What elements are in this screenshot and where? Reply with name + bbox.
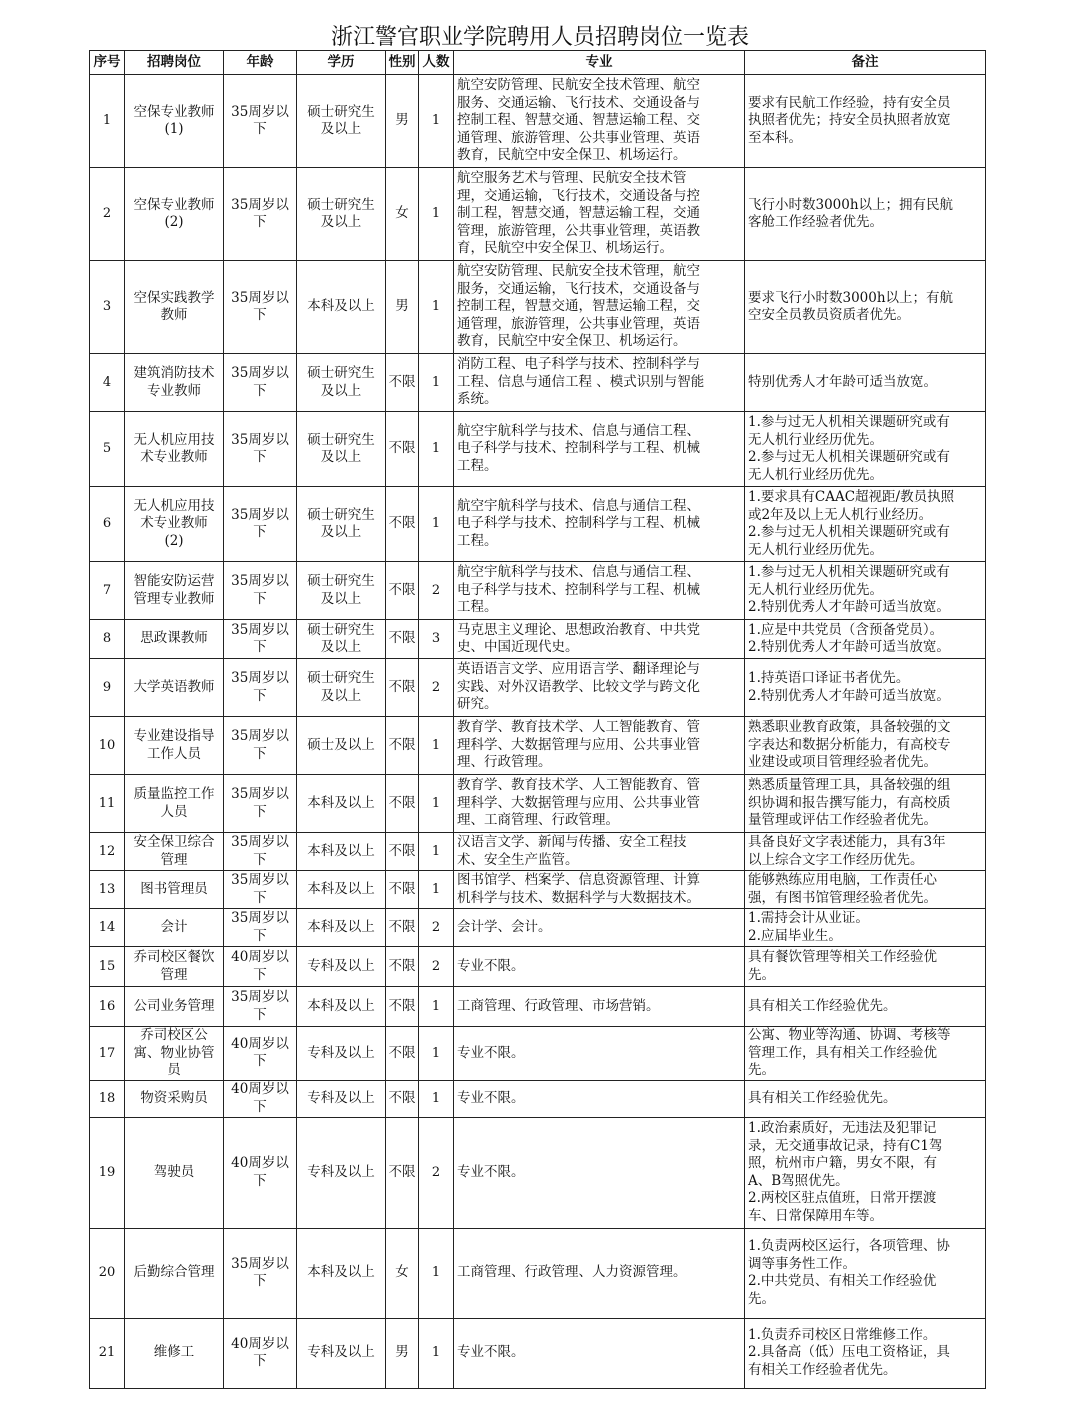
gender-cell: 不限 [386,1117,419,1228]
major-cell: 教育学、教育技术学、人工智能教育、管 理科学、大数据管理与应用、公共事业管 理、行政管理。 [454,717,745,775]
position-cell: 维修工 [125,1318,224,1388]
position-cell: 思政课教师 [125,620,224,659]
note-cell: 能够熟练应用电脑，工作责任心 强，有图书馆管理经验者优先。 [745,871,986,909]
row-number: 10 [90,717,125,775]
age-cell: 40周岁以 下 [224,1027,297,1081]
gender-cell: 不限 [386,717,419,775]
count-cell: 1 [419,833,454,871]
age-cell: 40周岁以 下 [224,947,297,987]
age-cell: 35周岁以 下 [224,909,297,947]
gender-cell: 不限 [386,659,419,717]
count-cell: 2 [419,947,454,987]
note-cell: 特别优秀人才年龄可适当放宽。 [745,354,986,412]
major-cell: 专业不限。 [454,1318,745,1388]
gender-cell: 不限 [386,487,419,562]
table-row [90,1318,986,1388]
gender-cell: 不限 [386,909,419,947]
gender-cell: 不限 [386,775,419,833]
note-cell: 1.持英语口译证书者优先。 2.特别优秀人才年龄可适当放宽。 [745,659,986,717]
position-cell: 图书管理员 [125,871,224,909]
note-cell: 飞行小时数3000h以上；拥有民航 客舱工作经验者优先。 [745,168,986,261]
note-cell: 1.参与过无人机相关课题研究或有 无人机行业经历优先。 2.特别优秀人才年龄可适当放宽。 [745,562,986,620]
position-cell: 会计 [125,909,224,947]
position-cell: 乔司校区公 寓、物业协管 员 [125,1027,224,1081]
count-cell: 1 [419,354,454,412]
row-number: 14 [90,909,125,947]
table-row [90,1228,986,1318]
gender-cell: 男 [386,1318,419,1388]
row-number: 3 [90,261,125,354]
row-number: 19 [90,1117,125,1228]
note-cell: 公寓、物业等沟通、协调、考核等 管理工作，具有相关工作经验优 先。 [745,1027,986,1081]
header-gender: 性别 [386,51,419,75]
note-cell: 1.要求具有CAAC超视距/教员执照 或2年及以上无人机行业经历。 2.参与过无人机相关课题研究或有 无人机行业经历优先。 [745,487,986,562]
age-cell: 35周岁以 下 [224,412,297,487]
table-row [90,562,986,620]
age-cell: 40周岁以 下 [224,1117,297,1228]
gender-cell: 不限 [386,620,419,659]
age-cell: 35周岁以 下 [224,354,297,412]
education-cell: 硕士研究生 及以上 [297,562,386,620]
position-cell: 专业建设指导 工作人员 [125,717,224,775]
count-cell: 1 [419,487,454,562]
note-cell: 1.政治素质好，无违法及犯罪记 录，无交通事故记录，持有C1驾 照，杭州市户籍，男女不限，有 A、B驾照优先。 2.两校区驻点值班，日常开摆渡 车、日常保障用车等。 [745,1117,986,1228]
position-cell: 驾驶员 [125,1117,224,1228]
major-cell: 马克思主义理论、思想政治教育、中共党 史、中国近现代史。 [454,620,745,659]
age-cell: 35周岁以 下 [224,1228,297,1318]
table-row [90,833,986,871]
count-cell: 3 [419,620,454,659]
note-cell: 1.负责乔司校区日常维修工作。 2.具备高（低）压电工资格证，具 有相关工作经验者优先。 [745,1318,986,1388]
age-cell: 40周岁以 下 [224,1080,297,1117]
gender-cell: 不限 [386,947,419,987]
note-cell: 熟悉职业教育政策，具备较强的文 字表达和数据分析能力，有高校专 业建设或项目管理经验者优先。 [745,717,986,775]
note-cell: 1.应是中共党员（含预备党员）。 2.特别优秀人才年龄可适当放宽。 [745,620,986,659]
note-cell: 1.参与过无人机相关课题研究或有 无人机行业经历优先。 2.参与过无人机相关课题研究或有 无人机行业经历优先。 [745,412,986,487]
position-cell: 大学英语教师 [125,659,224,717]
gender-cell: 不限 [386,1027,419,1081]
table-row [90,354,986,412]
row-number: 2 [90,168,125,261]
major-cell: 专业不限。 [454,1080,745,1117]
table-row [90,871,986,909]
major-cell: 会计学、会计。 [454,909,745,947]
education-cell: 专科及以上 [297,1318,386,1388]
major-cell: 专业不限。 [454,1117,745,1228]
position-cell: 公司业务管理 [125,987,224,1027]
major-cell: 专业不限。 [454,947,745,987]
gender-cell: 不限 [386,987,419,1027]
row-number: 15 [90,947,125,987]
position-cell: 无人机应用技 术专业教师 (2) [125,487,224,562]
count-cell: 1 [419,775,454,833]
gender-cell: 不限 [386,412,419,487]
education-cell: 硕士及以上 [297,717,386,775]
table-row [90,412,986,487]
position-cell: 空保专业教师 (2) [125,168,224,261]
row-number: 20 [90,1228,125,1318]
gender-cell: 不限 [386,562,419,620]
position-cell: 安全保卫综合 管理 [125,833,224,871]
count-cell: 2 [419,909,454,947]
age-cell: 35周岁以 下 [224,987,297,1027]
table-row [90,1080,986,1117]
table-row [90,620,986,659]
count-cell: 1 [419,1080,454,1117]
note-cell: 熟悉质量管理工具，具备较强的组 织协调和报告撰写能力，有高校质 量管理或评估工作经验者优先。 [745,775,986,833]
age-cell: 35周岁以 下 [224,871,297,909]
table-row [90,947,986,987]
note-cell: 1.需持会计从业证。 2.应届毕业生。 [745,909,986,947]
note-cell: 具备良好文字表述能力，具有3年 以上综合文字工作经历优先。 [745,833,986,871]
gender-cell: 不限 [386,871,419,909]
position-cell: 质量监控工作 人员 [125,775,224,833]
count-cell: 1 [419,1318,454,1388]
major-cell: 航空宇航科学与技术、信息与通信工程、 电子科学与技术、控制科学与工程、机械 工程。 [454,487,745,562]
row-number: 1 [90,75,125,168]
education-cell: 本科及以上 [297,261,386,354]
header-row [90,51,986,75]
age-cell: 35周岁以 下 [224,620,297,659]
major-cell: 航空安防管理、民航安全技术管理，航空 服务，交通运输，飞行技术，交通设备与 控制工程，智慧交通，智慧运输工程，交 通管理，旅游管理，公共事业管理，英语 教育，民航空中安全保卫、机场运行。 [454,261,745,354]
header-major: 专业 [454,51,745,75]
table-row [90,1117,986,1228]
age-cell: 35周岁以 下 [224,75,297,168]
education-cell: 本科及以上 [297,909,386,947]
age-cell: 35周岁以 下 [224,717,297,775]
recruitment-table [89,50,986,1389]
education-cell: 硕士研究生 及以上 [297,487,386,562]
education-cell: 本科及以上 [297,871,386,909]
note-cell: 具有餐饮管理等相关工作经验优 先。 [745,947,986,987]
position-cell: 无人机应用技 术专业教师 [125,412,224,487]
major-cell: 消防工程、电子科学与技术、控制科学与 工程、信息与通信工程 、模式识别与智能 系统。 [454,354,745,412]
major-cell: 工商管理、行政管理、人力资源管理。 [454,1228,745,1318]
gender-cell: 男 [386,75,419,168]
table-row [90,717,986,775]
age-cell: 35周岁以 下 [224,168,297,261]
header-position: 招聘岗位 [125,51,224,75]
count-cell: 1 [419,168,454,261]
page-title: 浙江警官职业学院聘用人员招聘岗位一览表 [330,25,749,50]
gender-cell: 男 [386,261,419,354]
table-row [90,987,986,1027]
major-cell: 航空宇航科学与技术、信息与通信工程、 电子科学与技术、控制科学与工程、机械 工程。 [454,412,745,487]
row-number: 18 [90,1080,125,1117]
header-no: 序号 [90,51,125,75]
education-cell: 硕士研究生 及以上 [297,659,386,717]
note-cell: 1.负责两校区运行，各项管理、协 调等事务性工作。 2.中共党员、有相关工作经验优 先。 [745,1228,986,1318]
gender-cell: 不限 [386,354,419,412]
count-cell: 1 [419,75,454,168]
row-number: 11 [90,775,125,833]
age-cell: 35周岁以 下 [224,562,297,620]
header-count: 人数 [419,51,454,75]
major-cell: 图书馆学、档案学、信息资源管理、计算 机科学与技术、数据科学与大数据技术。 [454,871,745,909]
education-cell: 硕士研究生 及以上 [297,354,386,412]
table-row [90,775,986,833]
position-cell: 后勤综合管理 [125,1228,224,1318]
count-cell: 2 [419,1117,454,1228]
education-cell: 专科及以上 [297,947,386,987]
row-number: 9 [90,659,125,717]
age-cell: 40周岁以 下 [224,1318,297,1388]
row-number: 21 [90,1318,125,1388]
education-cell: 本科及以上 [297,1228,386,1318]
note-cell: 要求飞行小时数3000h以上；有航 空安全员教员资质者优先。 [745,261,986,354]
table-row [90,168,986,261]
header-note: 备注 [745,51,986,75]
major-cell: 教育学、教育技术学、人工智能教育、管 理科学、大数据管理与应用、公共事业管 理、工商管理、行政管理。 [454,775,745,833]
header-education: 学历 [297,51,386,75]
position-cell: 空保实践教学 教师 [125,261,224,354]
gender-cell: 不限 [386,833,419,871]
count-cell: 1 [419,717,454,775]
education-cell: 本科及以上 [297,775,386,833]
table-row [90,909,986,947]
position-cell: 智能安防运营 管理专业教师 [125,562,224,620]
age-cell: 35周岁以 下 [224,261,297,354]
table-row [90,659,986,717]
position-cell: 建筑消防技术 专业教师 [125,354,224,412]
note-cell: 要求有民航工作经验，持有安全员 执照者优先；持安全员执照者放宽 至本科。 [745,75,986,168]
row-number: 8 [90,620,125,659]
education-cell: 硕士研究生 及以上 [297,168,386,261]
major-cell: 航空安防管理、民航安全技术管理、航空 服务、交通运输、飞行技术、交通设备与 控制工程、智慧交通、智慧运输工程、交 通管理、旅游管理、公共事业管理、英语 教育，民航空中安全保卫、机场运行。 [454,75,745,168]
count-cell: 1 [419,412,454,487]
row-number: 4 [90,354,125,412]
age-cell: 35周岁以 下 [224,833,297,871]
education-cell: 本科及以上 [297,987,386,1027]
count-cell: 1 [419,871,454,909]
table-row [90,75,986,168]
note-cell: 具有相关工作经验优先。 [745,1080,986,1117]
major-cell: 汉语言文学、新闻与传播、安全工程技 术、安全生产监管。 [454,833,745,871]
major-cell: 航空宇航科学与技术、信息与通信工程、 电子科学与技术、控制科学与工程、机械 工程。 [454,562,745,620]
count-cell: 2 [419,659,454,717]
row-number: 13 [90,871,125,909]
education-cell: 硕士研究生 及以上 [297,75,386,168]
count-cell: 1 [419,1027,454,1081]
education-cell: 本科及以上 [297,833,386,871]
count-cell: 2 [419,562,454,620]
table-row [90,487,986,562]
row-number: 16 [90,987,125,1027]
position-cell: 空保专业教师 (1) [125,75,224,168]
gender-cell: 女 [386,168,419,261]
table-row [90,1027,986,1081]
table-row [90,261,986,354]
major-cell: 英语语言文学、应用语言学、翻译理论与 实践、对外汉语教学、比较文学与跨文化 研究。 [454,659,745,717]
count-cell: 1 [419,1228,454,1318]
row-number: 6 [90,487,125,562]
education-cell: 硕士研究生 及以上 [297,620,386,659]
gender-cell: 不限 [386,1080,419,1117]
age-cell: 35周岁以 下 [224,659,297,717]
count-cell: 1 [419,261,454,354]
age-cell: 35周岁以 下 [224,775,297,833]
row-number: 5 [90,412,125,487]
row-number: 17 [90,1027,125,1081]
education-cell: 硕士研究生 及以上 [297,412,386,487]
gender-cell: 女 [386,1228,419,1318]
major-cell: 航空服务艺术与管理、民航安全技术管 理，交通运输，飞行技术，交通设备与控 制工程，智慧交通，智慧运输工程，交通 管理，旅游管理，公共事业管理，英语教 育，民航空中安全保卫、机场运行。 [454,168,745,261]
position-cell: 物资采购员 [125,1080,224,1117]
age-cell: 35周岁以 下 [224,487,297,562]
count-cell: 1 [419,987,454,1027]
row-number: 12 [90,833,125,871]
education-cell: 专科及以上 [297,1027,386,1081]
major-cell: 专业不限。 [454,1027,745,1081]
note-cell: 具有相关工作经验优先。 [745,987,986,1027]
major-cell: 工商管理、行政管理、市场营销。 [454,987,745,1027]
education-cell: 专科及以上 [297,1117,386,1228]
position-cell: 乔司校区餐饮 管理 [125,947,224,987]
row-number: 7 [90,562,125,620]
education-cell: 专科及以上 [297,1080,386,1117]
header-age: 年龄 [224,51,297,75]
